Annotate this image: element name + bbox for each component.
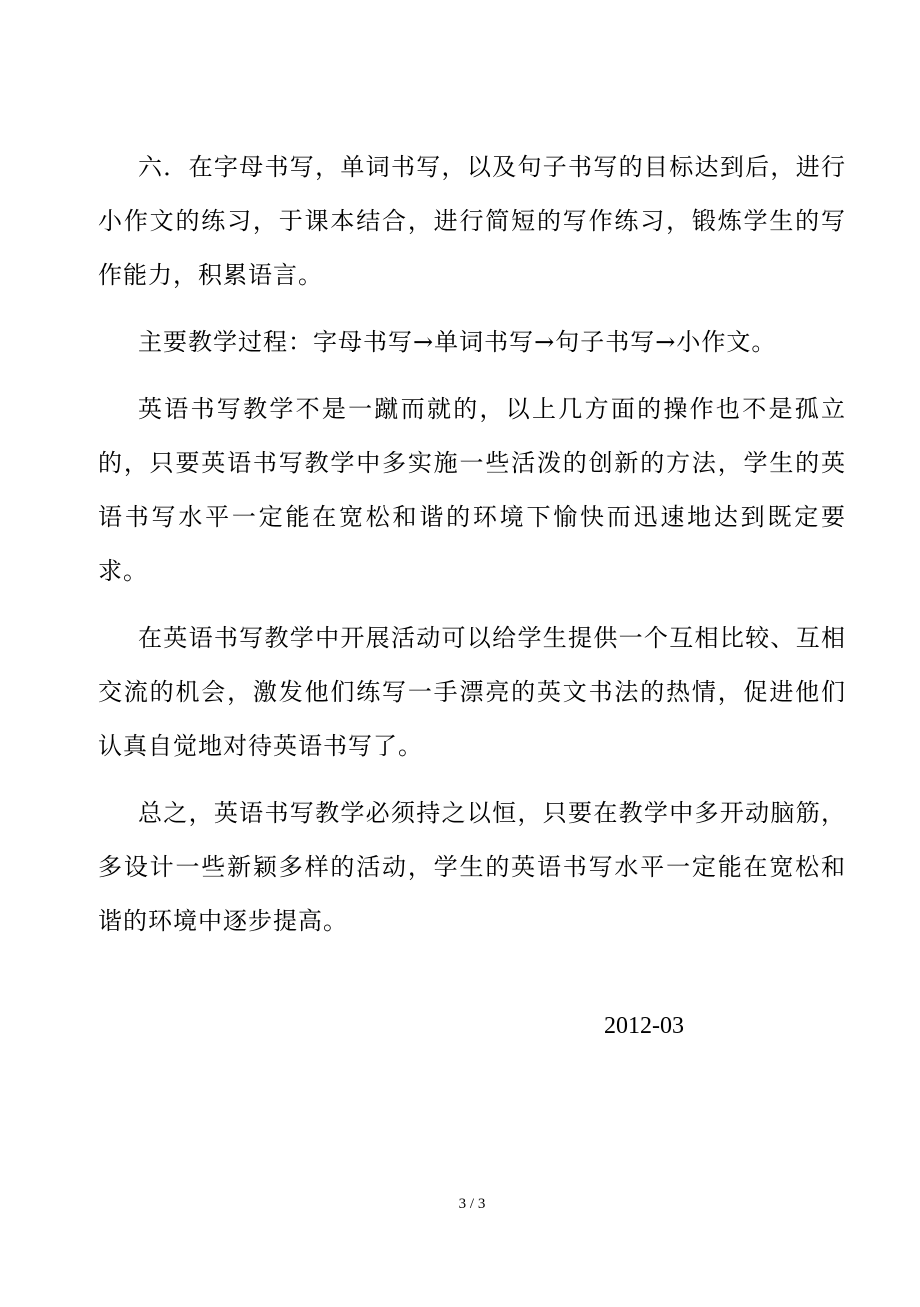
paragraph-conclusion: 总之，英语书写教学必须持之以恒，只要在教学中多开动脑筋，多设计一些新颖多样的活动，学生的英语书写水平一定能在宽松和谐的环境中逐步提高。 <box>98 799 846 935</box>
paragraph-not-overnight: 英语书写教学不是一蹴而就的，以上几方面的操作也不是孤立的，只要英语书写教学中多实施一些活泼的创新的方法，学生的英语书写水平一定能在宽松和谐的环境下愉快而迅速地达到既定要求。 <box>98 395 846 585</box>
paragraph-activities: 在英语书写教学中开展活动可以给学生提供一个互相比较、互相交流的机会，激发他们练写一手漂亮的英文书法的热情，促进他们认真自觉地对待英语书写了。 <box>98 624 846 760</box>
document-body <box>98 140 846 961</box>
document-date: 2012-03 <box>604 1013 684 1039</box>
paragraph-teaching-process: 主要教学过程：字母书写→单词书写→句子书写→小作文。 <box>138 328 777 356</box>
page-number: 3 / 3 <box>458 1196 486 1212</box>
paragraph-writing-practice: 六．在字母书写，单词书写，以及句子书写的目标达到后，进行小作文的练习，于课本结合，进行简短的写作练习，锻炼学生的写作能力，积累语言。 <box>98 153 846 289</box>
